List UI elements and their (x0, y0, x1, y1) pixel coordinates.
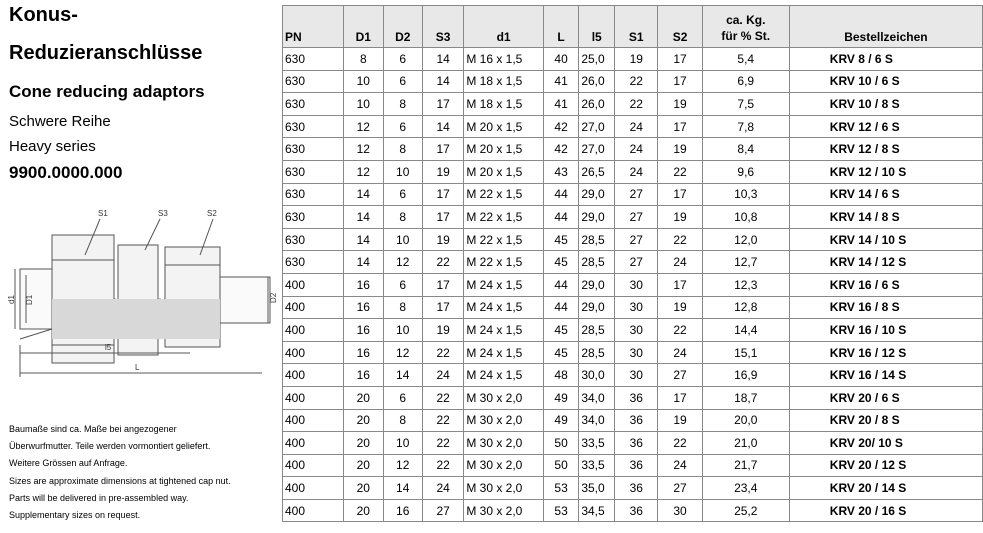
cell-d1-thread: M 24 x 1,5 (464, 341, 544, 364)
cell-s3: 22 (422, 409, 463, 432)
cell-pn: 400 (283, 409, 344, 432)
cell-l5: 33,5 (579, 454, 615, 477)
cell-weight: 5,4 (702, 48, 789, 71)
cell-pn: 400 (283, 273, 344, 296)
cell-s1: 19 (615, 48, 658, 71)
cell-d1-thread: M 30 x 2,0 (464, 454, 544, 477)
cell-l5: 29,0 (579, 296, 615, 319)
cell-l: 49 (543, 409, 578, 432)
cell-weight: 7,5 (702, 93, 789, 116)
note-line: Baumaße sind ca. Maße bei angezogener (9, 424, 177, 434)
cell-s2: 22 (658, 228, 702, 251)
cell-l: 41 (543, 70, 578, 93)
cell-pn: 400 (283, 319, 344, 342)
cell-weight: 12,3 (702, 273, 789, 296)
cell-l: 42 (543, 138, 578, 161)
cell-s2: 22 (658, 160, 702, 183)
cell-d1-upper: 20 (344, 386, 383, 409)
cell-s3: 14 (422, 48, 463, 71)
cell-l: 48 (543, 364, 578, 387)
cell-s2: 17 (658, 70, 702, 93)
cell-s3: 19 (422, 160, 463, 183)
cell-d1-thread: M 22 x 1,5 (464, 183, 544, 206)
cell-s1: 36 (615, 432, 658, 455)
cell-s3: 17 (422, 273, 463, 296)
cell-s1: 30 (615, 273, 658, 296)
cell-d1-upper: 10 (344, 70, 383, 93)
cell-pn: 400 (283, 454, 344, 477)
cell-weight: 21,7 (702, 454, 789, 477)
cell-s3: 22 (422, 251, 463, 274)
header-d1-thread: d1 (464, 6, 544, 48)
cell-l: 43 (543, 160, 578, 183)
cell-d1-upper: 14 (344, 206, 383, 229)
cell-order-code: KRV 20 / 16 S (789, 499, 982, 522)
cell-d1-upper: 12 (344, 138, 383, 161)
cell-d2: 10 (383, 228, 422, 251)
cell-s1: 30 (615, 341, 658, 364)
cell-s3: 22 (422, 341, 463, 364)
table-row (283, 386, 983, 409)
cell-d2: 10 (383, 319, 422, 342)
cell-l5: 29,0 (579, 183, 615, 206)
cell-l5: 28,5 (579, 341, 615, 364)
cell-s1: 24 (615, 115, 658, 138)
cell-s1: 22 (615, 93, 658, 116)
cell-l: 44 (543, 296, 578, 319)
cell-s3: 22 (422, 432, 463, 455)
cell-d1-upper: 12 (344, 160, 383, 183)
table-row (283, 341, 983, 364)
cell-order-code: KRV 16 / 8 S (789, 296, 982, 319)
cell-d1-thread: M 24 x 1,5 (464, 364, 544, 387)
cell-weight: 6,9 (702, 70, 789, 93)
label-l5: l5 (105, 343, 112, 352)
table-body (283, 48, 983, 522)
cell-d1-thread: M 22 x 1,5 (464, 228, 544, 251)
cell-s2: 17 (658, 115, 702, 138)
cell-d1-upper: 10 (344, 93, 383, 116)
cell-l5: 34,0 (579, 386, 615, 409)
cell-s2: 27 (658, 477, 702, 500)
cell-l5: 30,0 (579, 364, 615, 387)
cell-pn: 630 (283, 48, 344, 71)
table-row (283, 454, 983, 477)
cell-order-code: KRV 12 / 10 S (789, 160, 982, 183)
cell-d1-thread: M 22 x 1,5 (464, 251, 544, 274)
cell-pn: 400 (283, 386, 344, 409)
cell-order-code: KRV 16 / 14 S (789, 364, 982, 387)
cell-pn: 400 (283, 364, 344, 387)
cell-s2: 24 (658, 251, 702, 274)
cell-l5: 26,0 (579, 70, 615, 93)
label-d1: d1 (7, 295, 16, 304)
table-row (283, 477, 983, 500)
article-number: 9900.0000.000 (9, 163, 123, 182)
cell-order-code: KRV 8 / 6 S (789, 48, 982, 71)
cell-weight: 12,7 (702, 251, 789, 274)
cell-l: 50 (543, 454, 578, 477)
cell-l: 45 (543, 228, 578, 251)
cell-d1-upper: 20 (344, 499, 383, 522)
cell-l5: 25,0 (579, 48, 615, 71)
cell-pn: 630 (283, 183, 344, 206)
label-s3: S3 (158, 209, 168, 218)
cell-l: 53 (543, 499, 578, 522)
note-line: Überwurfmutter. Teile werden vormontiert geliefert. (9, 441, 211, 452)
cell-d2: 8 (383, 138, 422, 161)
cell-weight: 14,4 (702, 319, 789, 342)
cell-s3: 17 (422, 183, 463, 206)
header-pn: PN (283, 6, 344, 48)
cell-s2: 19 (658, 296, 702, 319)
cell-order-code: KRV 16 / 6 S (789, 273, 982, 296)
header-s2: S2 (658, 6, 702, 48)
cell-weight: 7,8 (702, 115, 789, 138)
dimension-table (282, 5, 983, 522)
table-row (283, 319, 983, 342)
title-en: Cone reducing adaptors (9, 82, 205, 101)
cell-weight: 18,7 (702, 386, 789, 409)
cell-d1-thread: M 30 x 2,0 (464, 477, 544, 500)
cell-s3: 17 (422, 138, 463, 161)
cell-s3: 14 (422, 115, 463, 138)
cell-pn: 630 (283, 93, 344, 116)
cell-d1-thread: M 20 x 1,5 (464, 160, 544, 183)
cell-pn: 630 (283, 228, 344, 251)
cell-d1-thread: M 30 x 2,0 (464, 386, 544, 409)
cell-d2: 8 (383, 296, 422, 319)
cell-l: 42 (543, 115, 578, 138)
cell-l5: 28,5 (579, 319, 615, 342)
cell-s3: 24 (422, 364, 463, 387)
cell-l: 44 (543, 183, 578, 206)
cell-pn: 630 (283, 138, 344, 161)
header-s3: S3 (422, 6, 463, 48)
header-weight-line2: für % St. (721, 29, 771, 43)
cell-d2: 6 (383, 70, 422, 93)
cell-s1: 36 (615, 499, 658, 522)
cell-s1: 30 (615, 296, 658, 319)
cell-l: 44 (543, 206, 578, 229)
cell-l: 53 (543, 477, 578, 500)
cell-pn: 630 (283, 70, 344, 93)
cell-s1: 22 (615, 70, 658, 93)
header-weight (702, 6, 789, 48)
cell-s2: 22 (658, 319, 702, 342)
cell-l: 45 (543, 251, 578, 274)
cell-s2: 19 (658, 93, 702, 116)
cell-order-code: KRV 10 / 8 S (789, 93, 982, 116)
title-de-line1: Konus- (9, 4, 78, 26)
cell-l5: 34,5 (579, 499, 615, 522)
cell-d1-upper: 20 (344, 454, 383, 477)
label-L: L (135, 363, 140, 372)
cell-s1: 30 (615, 364, 658, 387)
cell-s2: 30 (658, 499, 702, 522)
cell-d1-thread: M 24 x 1,5 (464, 273, 544, 296)
cell-d1-upper: 8 (344, 48, 383, 71)
cell-s3: 17 (422, 93, 463, 116)
cell-s2: 17 (658, 183, 702, 206)
cell-d1-thread: M 20 x 1,5 (464, 138, 544, 161)
cell-d1-upper: 20 (344, 432, 383, 455)
label-s2: S2 (207, 209, 217, 218)
table-row (283, 115, 983, 138)
cell-s2: 19 (658, 206, 702, 229)
cell-s3: 27 (422, 499, 463, 522)
cell-d1-upper: 16 (344, 364, 383, 387)
cell-s3: 22 (422, 454, 463, 477)
cell-s3: 24 (422, 477, 463, 500)
cell-d1-thread: M 18 x 1,5 (464, 70, 544, 93)
cell-order-code: KRV 16 / 10 S (789, 319, 982, 342)
cell-s2: 24 (658, 454, 702, 477)
cell-d2: 10 (383, 160, 422, 183)
cell-order-code: KRV 20/ 10 S (789, 432, 982, 455)
cell-d1-thread: M 24 x 1,5 (464, 296, 544, 319)
cell-order-code: KRV 12 / 8 S (789, 138, 982, 161)
cell-d1-thread: M 16 x 1,5 (464, 48, 544, 71)
cell-order-code: KRV 16 / 12 S (789, 341, 982, 364)
cell-d2: 12 (383, 251, 422, 274)
cell-d1-thread: M 24 x 1,5 (464, 319, 544, 342)
cell-weight: 10,8 (702, 206, 789, 229)
cell-l5: 28,5 (579, 228, 615, 251)
table-row (283, 251, 983, 274)
cell-l5: 26,5 (579, 160, 615, 183)
cell-d2: 12 (383, 341, 422, 364)
cell-weight: 12,8 (702, 296, 789, 319)
cell-s3: 17 (422, 296, 463, 319)
cell-pn: 400 (283, 477, 344, 500)
header-d1-upper: D1 (344, 6, 383, 48)
cell-d2: 8 (383, 93, 422, 116)
cell-s3: 14 (422, 70, 463, 93)
cell-s1: 27 (615, 251, 658, 274)
cell-order-code: KRV 20 / 12 S (789, 454, 982, 477)
cell-order-code: KRV 14 / 12 S (789, 251, 982, 274)
cell-l5: 29,0 (579, 273, 615, 296)
cell-l: 49 (543, 386, 578, 409)
cell-d2: 16 (383, 499, 422, 522)
cell-order-code: KRV 20 / 8 S (789, 409, 982, 432)
cell-weight: 8,4 (702, 138, 789, 161)
cell-d1-upper: 14 (344, 251, 383, 274)
cell-d2: 6 (383, 48, 422, 71)
cell-d1-thread: M 30 x 2,0 (464, 432, 544, 455)
cell-pn: 400 (283, 499, 344, 522)
cell-d2: 14 (383, 364, 422, 387)
cell-d2: 14 (383, 477, 422, 500)
cell-d2: 12 (383, 454, 422, 477)
cell-l5: 28,5 (579, 251, 615, 274)
cell-d1-upper: 12 (344, 115, 383, 138)
header-weight-line1: ca. Kg. (726, 13, 766, 27)
cell-d2: 6 (383, 115, 422, 138)
cell-weight: 21,0 (702, 432, 789, 455)
cell-l: 45 (543, 319, 578, 342)
table-row (283, 138, 983, 161)
cell-d1-thread: M 30 x 2,0 (464, 499, 544, 522)
table-row (283, 499, 983, 522)
table-row (283, 206, 983, 229)
cell-pn: 400 (283, 341, 344, 364)
cell-d1-thread: M 18 x 1,5 (464, 93, 544, 116)
cell-d2: 6 (383, 183, 422, 206)
cell-order-code: KRV 20 / 6 S (789, 386, 982, 409)
cell-s1: 27 (615, 183, 658, 206)
cell-pn: 630 (283, 251, 344, 274)
cell-order-code: KRV 20 / 14 S (789, 477, 982, 500)
cell-l5: 34,0 (579, 409, 615, 432)
cell-s1: 24 (615, 160, 658, 183)
table-row (283, 48, 983, 71)
cell-d1-upper: 20 (344, 477, 383, 500)
cell-d1-upper: 20 (344, 409, 383, 432)
cell-s3: 17 (422, 206, 463, 229)
cell-s1: 36 (615, 386, 658, 409)
cell-pn: 630 (283, 206, 344, 229)
header-d2: D2 (383, 6, 422, 48)
cell-d1-upper: 14 (344, 183, 383, 206)
cell-s2: 27 (658, 364, 702, 387)
table-row (283, 273, 983, 296)
cell-l: 50 (543, 432, 578, 455)
table-row (283, 364, 983, 387)
cell-s2: 19 (658, 409, 702, 432)
cell-l5: 26,0 (579, 93, 615, 116)
cell-weight: 16,9 (702, 364, 789, 387)
cell-s1: 36 (615, 454, 658, 477)
cell-l5: 33,5 (579, 432, 615, 455)
cell-s1: 36 (615, 409, 658, 432)
cell-weight: 23,4 (702, 477, 789, 500)
cell-pn: 630 (283, 115, 344, 138)
table-row (283, 228, 983, 251)
technical-drawing (0, 205, 276, 380)
header-s1: S1 (615, 6, 658, 48)
cell-d1-thread: M 20 x 1,5 (464, 115, 544, 138)
cell-l5: 27,0 (579, 115, 615, 138)
cell-s3: 19 (422, 228, 463, 251)
series-de: Schwere Reihe (9, 113, 111, 130)
cell-d1-upper: 16 (344, 296, 383, 319)
cell-d2: 8 (383, 206, 422, 229)
cell-s2: 19 (658, 138, 702, 161)
cell-weight: 25,2 (702, 499, 789, 522)
cell-order-code: KRV 14 / 10 S (789, 228, 982, 251)
cell-l: 41 (543, 93, 578, 116)
cell-d1-thread: M 22 x 1,5 (464, 206, 544, 229)
cell-s2: 22 (658, 432, 702, 455)
note-line: Parts will be delivered in pre-assembled way. (9, 492, 189, 503)
cell-d2: 6 (383, 273, 422, 296)
cell-l: 45 (543, 341, 578, 364)
cell-l: 44 (543, 273, 578, 296)
cell-d1-thread: M 30 x 2,0 (464, 409, 544, 432)
table-row (283, 93, 983, 116)
table-row (283, 183, 983, 206)
cell-order-code: KRV 14 / 6 S (789, 183, 982, 206)
cell-order-code: KRV 10 / 6 S (789, 70, 982, 93)
cell-s2: 24 (658, 341, 702, 364)
cell-pn: 630 (283, 160, 344, 183)
cell-s1: 30 (615, 319, 658, 342)
left-panel (0, 0, 276, 533)
cell-s1: 27 (615, 206, 658, 229)
cell-pn: 400 (283, 296, 344, 319)
cell-s1: 24 (615, 138, 658, 161)
table-header-row (283, 6, 983, 48)
cell-d2: 10 (383, 432, 422, 455)
table-row (283, 432, 983, 455)
cell-l5: 29,0 (579, 206, 615, 229)
cell-s2: 17 (658, 48, 702, 71)
cell-d1-upper: 16 (344, 319, 383, 342)
cell-s2: 17 (658, 273, 702, 296)
cell-d2: 6 (383, 386, 422, 409)
title-de-line2: Reduzieranschlüsse (9, 42, 203, 64)
cell-order-code: KRV 14 / 8 S (789, 206, 982, 229)
cell-s1: 36 (615, 477, 658, 500)
cell-weight: 15,1 (702, 341, 789, 364)
header-l: L (543, 6, 578, 48)
cell-weight: 12,0 (702, 228, 789, 251)
cell-weight: 10,3 (702, 183, 789, 206)
table-row (283, 296, 983, 319)
table-row (283, 409, 983, 432)
note-line: Supplementary sizes on request. (9, 510, 141, 521)
cell-l5: 27,0 (579, 138, 615, 161)
header-l5: l5 (579, 6, 615, 48)
cell-d2: 8 (383, 409, 422, 432)
label-D1: D1 (25, 294, 34, 305)
label-s1: S1 (98, 209, 108, 218)
note-line: Weitere Grössen auf Anfrage. (9, 458, 128, 469)
note-line: Sizes are approximate dimensions at tightened cap nut. (9, 475, 231, 486)
cell-pn: 400 (283, 432, 344, 455)
cell-order-code: KRV 12 / 6 S (789, 115, 982, 138)
cell-weight: 20,0 (702, 409, 789, 432)
cell-l5: 35,0 (579, 477, 615, 500)
cell-weight: 9,6 (702, 160, 789, 183)
series-en: Heavy series (9, 138, 96, 155)
cell-s2: 17 (658, 386, 702, 409)
cell-s3: 22 (422, 386, 463, 409)
table-row (283, 160, 983, 183)
cell-d1-upper: 14 (344, 228, 383, 251)
table-row (283, 70, 983, 93)
cell-d1-upper: 16 (344, 273, 383, 296)
cell-s3: 19 (422, 319, 463, 342)
cell-d1-upper: 16 (344, 341, 383, 364)
cell-s1: 27 (615, 228, 658, 251)
label-D2: D2 (269, 292, 278, 303)
cell-l: 40 (543, 48, 578, 71)
notes (9, 421, 231, 524)
header-order-code: Bestellzeichen (789, 6, 982, 48)
